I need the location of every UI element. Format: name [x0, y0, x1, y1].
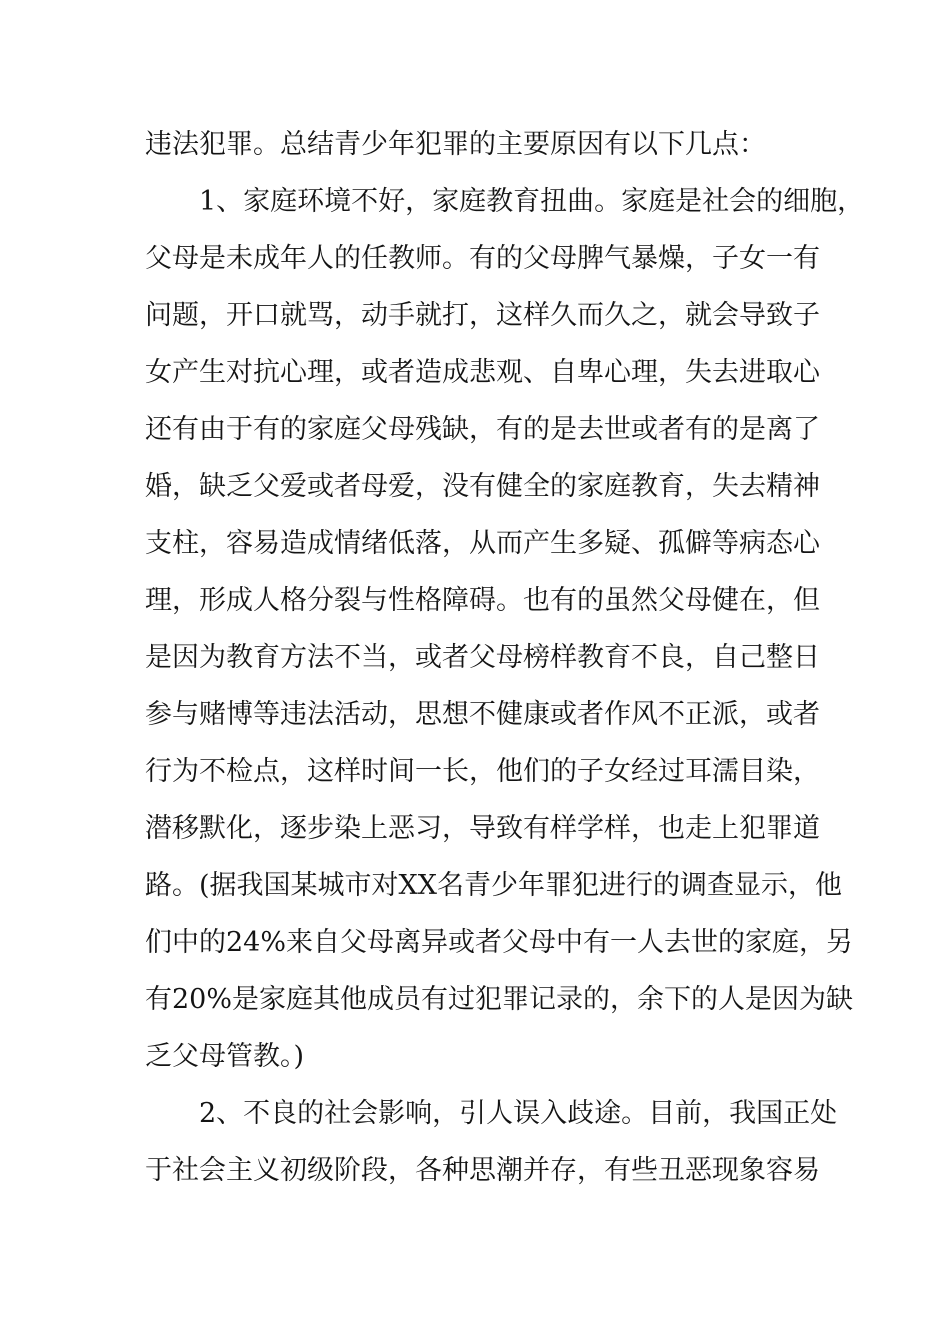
text-line: 路。(据我国某城市对XX名青少年罪犯进行的调查显示，他 [145, 870, 842, 901]
text-line: 于社会主义初级阶段，各种思潮并存，有些丑恶现象容易 [145, 1155, 820, 1186]
text-line: 女产生对抗心理，或者造成悲观、自卑心理，失去进取心 [145, 357, 820, 388]
text-line: 行为不检点，这样时间一长，他们的子女经过耳濡目染， [145, 756, 820, 787]
text-line: 理，形成人格分裂与性格障碍。也有的虽然父母健在，但 [145, 585, 820, 616]
text-line: 们中的24%来自父母离异或者父母中有一人去世的家庭，另 [145, 927, 854, 958]
text-line: 还有由于有的家庭父母残缺，有的是去世或者有的是离了 [145, 414, 820, 445]
text-line: 乏父母管教。) [145, 1041, 305, 1072]
text-line: 婚，缺乏父爱或者母爱，没有健全的家庭教育，失去精神 [145, 471, 820, 502]
text-line: 潜移默化，逐步染上恶习，导致有样学样，也走上犯罪道 [145, 813, 820, 844]
paragraph-1-heading-line: 1、家庭环境不好，家庭教育扭曲。家庭是社会的细胞， [199, 186, 865, 217]
text-line: 父母是未成年人的任教师。有的父母脾气暴燥，子女一有 [145, 243, 820, 274]
text-line: 参与赌博等违法活动，思想不健康或者作风不正派，或者 [145, 699, 820, 730]
text-line: 支柱，容易造成情绪低落，从而产生多疑、孤僻等病态心 [145, 528, 820, 559]
text-line: 问题，开口就骂，动手就打，这样久而久之，就会导致子 [145, 300, 820, 331]
body-text [145, 116, 865, 1199]
text-line: 违法犯罪。总结青少年犯罪的主要原因有以下几点： [145, 129, 766, 160]
text-line: 有20%是家庭其他成员有过犯罪记录的，余下的人是因为缺 [145, 984, 854, 1015]
paragraph-2-heading-line: 2、不良的社会影响，引人误入歧途。目前，我国正处 [199, 1098, 838, 1129]
text-line: 是因为教育方法不当，或者父母榜样教育不良，自己整日 [145, 642, 820, 673]
